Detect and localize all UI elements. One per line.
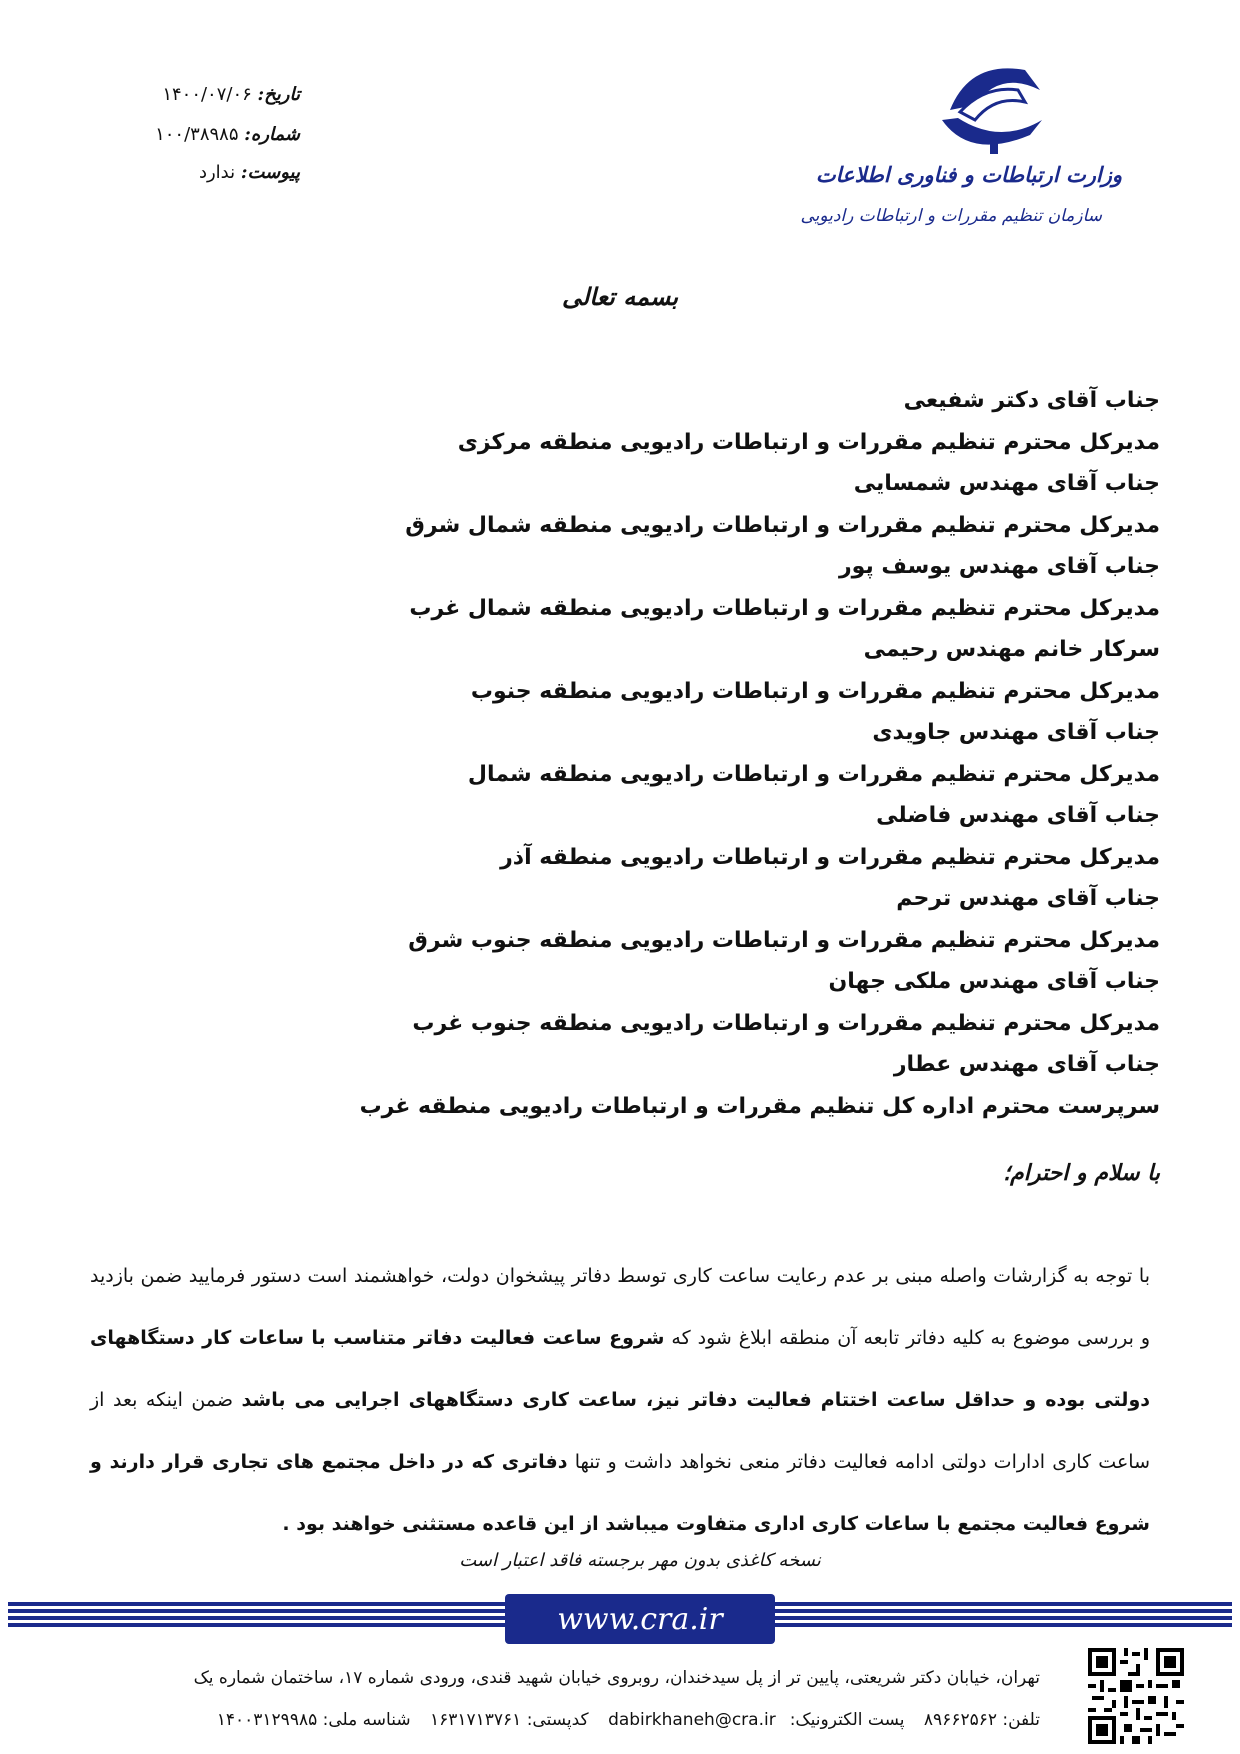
- footer-address: تهران، خیابان دکتر شریعتی، پایین تر از پل سیدخندان، روبروی خیابان شهید قندی، ورودی شماره ۱۷، ساختمان شماره یک: [193, 1668, 1040, 1688]
- number-label: شماره:: [244, 124, 300, 145]
- bismillah: بسمه تعالی: [561, 282, 679, 311]
- recipient-line: مدیرکل محترم تنظیم مقررات و ارتباطات رادیویی منطقه مرکزی: [457, 429, 1160, 455]
- meta-date: [80, 84, 300, 105]
- date-value: ۱۴۰۰/۰۷/۰۶: [162, 84, 252, 105]
- qr-code-icon: [1088, 1648, 1184, 1744]
- recipient-line: جناب آقای مهندس ملکی جهان: [828, 969, 1160, 994]
- recipient-line: جناب آقای مهندس جاویدی: [872, 720, 1160, 745]
- recipient-line: مدیرکل محترم تنظیم مقررات و ارتباطات رادیویی منطقه جنوب شرق: [408, 927, 1160, 953]
- recipient-line: مدیرکل محترم تنظیم مقررات و ارتباطات رادیویی منطقه شمال غرب: [409, 595, 1160, 621]
- website-link[interactable]: www.cra.ir: [505, 1594, 775, 1644]
- date-label: تاریخ:: [257, 84, 300, 105]
- recipient-line: جناب آقای مهندس یوسف پور: [838, 554, 1160, 579]
- attachment-label: پیوست:: [240, 162, 300, 183]
- recipient-line: جناب آقای مهندس شمسایی: [853, 471, 1160, 496]
- footer-email-label: پست الکترونیک:: [789, 1710, 905, 1730]
- recipient-line: جناب آقای مهندس فاضلی: [876, 803, 1160, 828]
- recipient-line: جناب آقای دکتر شفیعی: [903, 388, 1160, 413]
- organization-name: سازمان تنظیم مقررات و ارتباطات رادیویی: [800, 206, 1102, 226]
- body-paragraph: [90, 1245, 1150, 1555]
- recipient-line: مدیرکل محترم تنظیم مقررات و ارتباطات رادیویی منطقه جنوب: [470, 678, 1160, 704]
- recipient-line: مدیرکل محترم تنظیم مقررات و ارتباطات رادیویی منطقه آذر: [500, 844, 1160, 870]
- recipient-line: جناب آقای مهندس عطار: [893, 1052, 1160, 1077]
- footer-phone: تلفن: ۸۹۶۶۲۵۶۲: [923, 1710, 1040, 1730]
- cra-logo: [930, 50, 1060, 160]
- footer-email[interactable]: dabirkhaneh@cra.ir: [608, 1710, 776, 1730]
- recipient-line: سرپرست محترم اداره کل تنظیم مقررات و ارتباطات رادیویی منطقه غرب: [359, 1093, 1160, 1119]
- body-text-1: با توجه به گزارشات واصله مبنی بر عدم رعایت ساعت کاری توسط دفاتر پیشخوان دولت، خواهشمند است دستور فرمایید ضمن بازدید و بررسی موضوع به کلیه دفاتر تابعه آن منطقه ابلاغ شود که: [90, 1265, 1151, 1349]
- recipient-line: سرکار خانم مهندس رحیمی: [863, 637, 1160, 662]
- number-value: ۱۰۰/۳۸۹۸۵: [155, 124, 239, 145]
- meta-attachment: [80, 162, 300, 183]
- body-bold-2: دفاتری که در داخل مجتمع های تجاری قرار دارند و شروع فعالیت مجتمع با ساعات کاری اداری متفاوت میباشد از این قاعده مستثنی خواهند بود .: [90, 1451, 1150, 1535]
- recipient-line: مدیرکل محترم تنظیم مقررات و ارتباطات رادیویی منطقه شمال: [467, 761, 1160, 787]
- body-text-2: ضمن اینکه بعد از ساعت کاری ادارات دولتی ادامه فعالیت دفاتر منعی نخواهد داشت و تنها: [90, 1389, 1150, 1473]
- footer-contact: [80, 1710, 1040, 1730]
- meta-number: [80, 124, 300, 145]
- attachment-value: ندارد: [198, 162, 236, 183]
- ministry-name: وزارت ارتباطات و فناوری اطلاعات: [815, 162, 1122, 187]
- footer-national-id: شناسه ملی: ۱۴۰۰۳۱۲۹۹۸۵: [216, 1710, 411, 1730]
- recipients-list: [160, 380, 1160, 1127]
- salutation: با سلام و احترام؛: [1003, 1160, 1160, 1186]
- stamp-note: نسخه کاغذی بدون مهر برجسته فاقد اعتبار است: [459, 1550, 821, 1571]
- body-bold-1: شروع ساعت فعالیت دفاتر متناسب با ساعات کار دستگاههای دولتی بوده و حداقل ساعت اختتام فعالیت دفاتر نیز، ساعت کاری دستگاههای اجرایی می باشد: [90, 1327, 1151, 1411]
- recipient-line: جناب آقای مهندس ترحم: [896, 886, 1160, 911]
- footer-postal: کدپستی: ۱۶۳۱۷۱۳۷۶۱: [429, 1710, 589, 1730]
- recipient-line: مدیرکل محترم تنظیم مقررات و ارتباطات رادیویی منطقه جنوب غرب: [412, 1010, 1160, 1036]
- recipient-line: مدیرکل محترم تنظیم مقررات و ارتباطات رادیویی منطقه شمال شرق: [405, 512, 1160, 538]
